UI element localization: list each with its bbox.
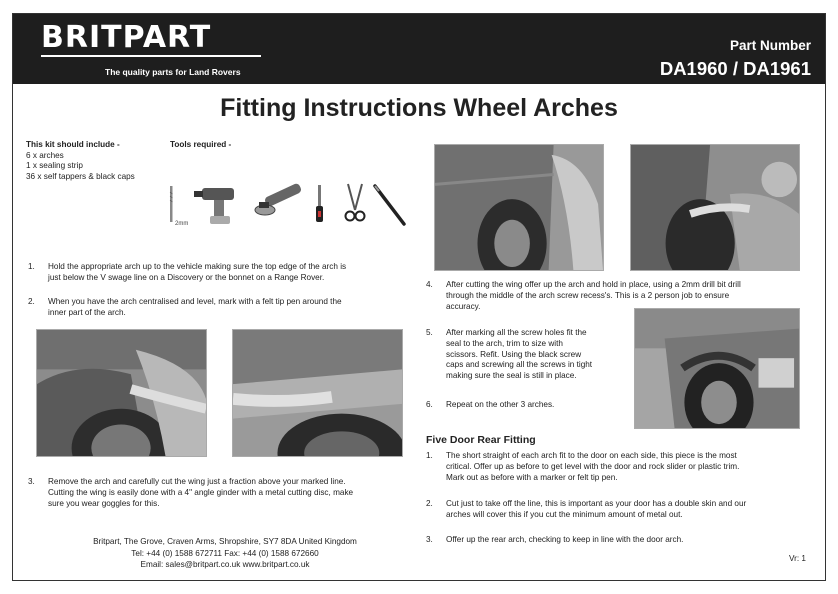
kit-item: 6 x arches (26, 150, 64, 160)
marker-pen-icon (375, 186, 404, 224)
version-label: Vr: 1 (789, 554, 806, 563)
photo-arch-marking (36, 329, 207, 457)
part-number-label: Part Number (729, 38, 811, 53)
photo-arch-fitting (232, 329, 403, 457)
kit-item: 36 x self tappers & black caps (26, 171, 135, 181)
scissors-icon (346, 184, 365, 221)
photo-cut-wing (434, 144, 604, 271)
part-number-value: DA1960 / DA1961 (659, 58, 811, 79)
rear-fitting-heading: Five Door Rear Fitting (426, 434, 536, 446)
angle-grinder-icon (255, 182, 302, 215)
footer-line: Tel: +44 (0) 1588 672711 Fax: +44 (0) 1588 672660 (131, 548, 319, 558)
footer-line: Email: sales@britpart.co.uk www.britpart.co.uk (140, 560, 310, 569)
logo-underline (41, 55, 261, 57)
drill-bit-label: 2mm (175, 221, 189, 227)
footer-line: Britpart, The Grove, Craven Arms, Shropshire, SY7 8DA United Kingdom (93, 537, 357, 546)
drill-bit-icon (170, 186, 173, 222)
tools-heading: Tools required - (170, 140, 232, 149)
kit-list (26, 140, 135, 182)
kit-item: 1 x sealing strip (26, 161, 83, 171)
screwdriver-icon (316, 185, 323, 222)
page-title: Fitting Instructions Wheel Arches (220, 94, 618, 122)
header-banner (13, 14, 825, 84)
cordless-drill-icon (194, 188, 234, 224)
brand-logo: BRITPART (41, 20, 212, 55)
tools-illustration (166, 180, 412, 230)
photo-finished-arch (634, 308, 800, 429)
photo-drill-holes (630, 144, 800, 271)
brand-tagline: The quality parts for Land Rovers (105, 67, 241, 77)
footer-address (60, 536, 390, 571)
kit-heading: This kit should include - (26, 140, 120, 149)
